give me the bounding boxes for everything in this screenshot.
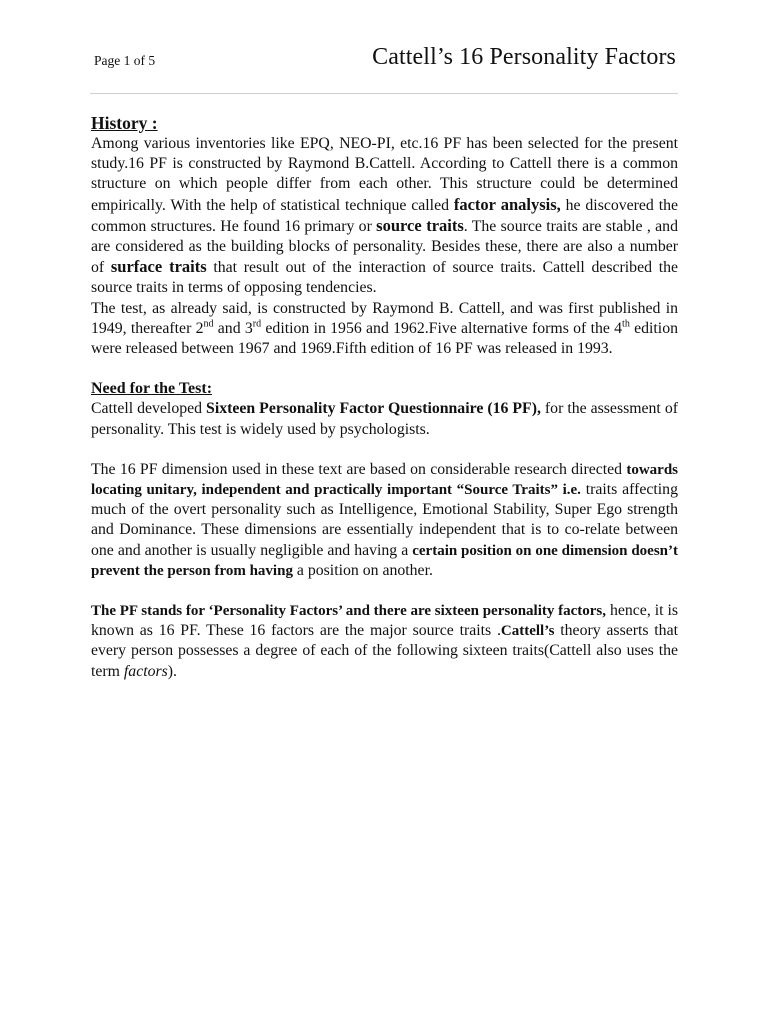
ordinal-suffix: th [622,318,630,330]
text-span: a position on another. [292,561,433,579]
bold-phrase-position: certain position on one dimension doesn’t prevent the person from having [91,542,678,579]
document-body [91,112,678,682]
bold-term-cattells: Cattell’s [500,623,555,640]
paragraph-gap [91,440,678,460]
text-span: that result out of the interaction of source traits. Cattell described the source traits in terms of opposing tendencies. [91,259,679,297]
text-span: and 3 [213,319,253,337]
text-span: ). [167,662,178,680]
text-span: The test, as already said, is constructed by Raymond B. Cattell, and was first published in 1949, thereafter 2 [91,299,678,337]
document-title: Cattell’s 16 Personality Factors [372,44,676,70]
italic-term-factors: factors [123,662,168,680]
bold-term-source-traits: source traits [376,215,464,235]
need-paragraph-1 [91,399,678,439]
history-paragraph-1 [91,134,678,299]
bold-term-factor-analysis: factor analysis, [453,194,561,214]
text-span: Among various inventories like EPQ, NEO-PI, etc.16 PF has been selected for the present study.16 PF is constructed by Raymond B.Cattell. According to Cattell there is a common structure on which people differ from each other. This structure could be determined empirically. With the help of statistical technique called [91,135,678,214]
need-paragraph-2 [91,460,678,581]
paragraph-gap [91,359,678,379]
text-span: edition were released between 1967 and 1969.Fifth edition of 16 PF was released in 1993. [91,319,678,358]
text-span: he discovered the common structures. He found 16 primary or [91,196,678,235]
bold-phrase-source-traits: towards locating unitary, independent and practically important “Source Traits” i.e. [91,461,678,499]
page-number: Page 1 of 5 [94,53,156,68]
text-span: for the assessment of personality. This test is widely used by psychologists. [91,400,678,438]
text-span: theory asserts that every person possesses a degree of each of the following sixteen traits(Cattell also uses the term [91,622,678,680]
bold-term-surface-traits: surface traits [110,257,207,277]
text-span: . The source traits are stable , and are considered as the building blocks of personality. Besides these, there are also a number of [91,217,678,277]
bold-term-questionnaire: Sixteen Personality Factor Questionnaire (16 PF), [206,400,541,418]
history-heading: History : [91,113,158,133]
page-header [92,40,678,92]
bold-phrase-personality-factors: The PF stands for ‘Personality Factors’ and there are sixteen personality factors, [91,603,607,620]
text-span: hence, it is known as 16 PF. These 16 factors are the major source traits . [91,602,679,640]
ordinal-suffix: nd [203,318,214,330]
ordinal-suffix: rd [252,318,262,330]
header-divider [90,93,678,94]
history-paragraph-2 [91,299,678,360]
need-heading: Need for the Test: [91,380,213,398]
text-span: edition in 1956 and 1962.Five alternative forms of the 4 [261,319,623,337]
paragraph-gap [91,581,678,601]
text-span: traits affecting much of the overt personality such as Intelligence, Emotional Stability, Super Ego strength and Dominance. These dimensions are essentially independent that is to co-relate between one and another is usually negligible and having a [91,481,678,559]
text-span: The 16 PF dimension used in these text are based on considerable research directed [91,460,627,478]
text-span: Cattell developed [91,400,207,418]
need-paragraph-3 [91,601,678,682]
